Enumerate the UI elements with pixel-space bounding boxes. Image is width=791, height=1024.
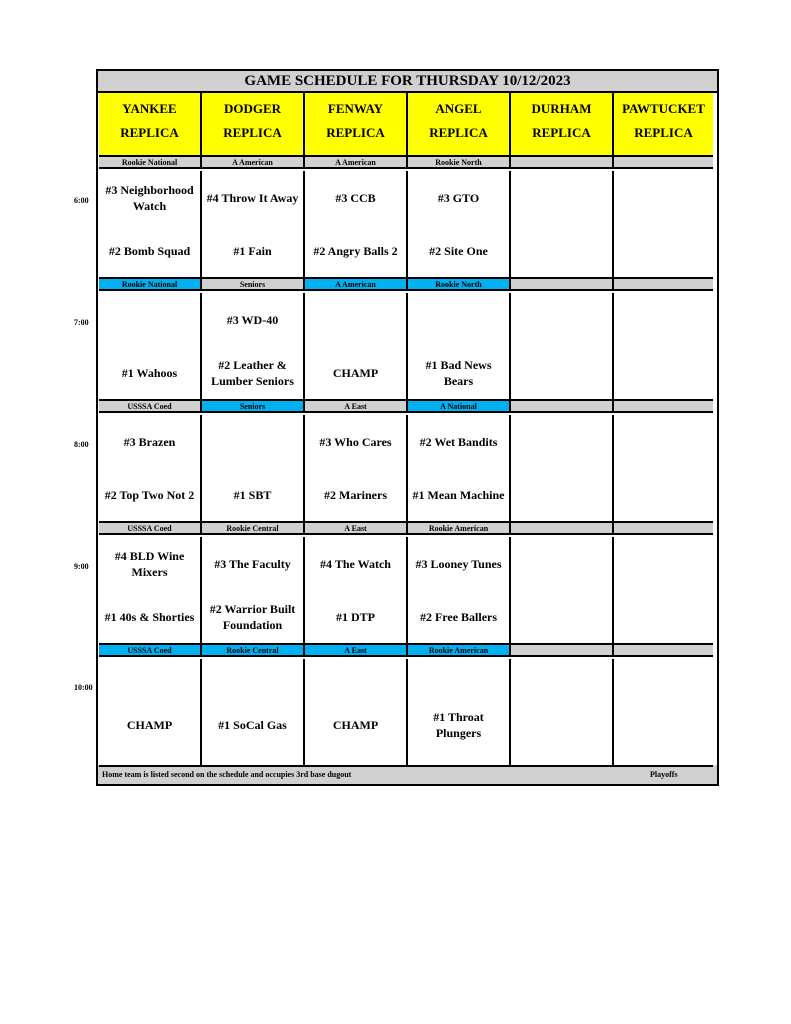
division-label <box>614 157 713 169</box>
field-name: ANGEL <box>435 101 482 116</box>
field-name: PAWTUCKET <box>622 101 705 116</box>
field-subtitle: REPLICA <box>223 125 282 140</box>
division-label: USSSA Coed <box>99 645 202 657</box>
game-cell <box>511 659 614 767</box>
game-cell <box>511 537 614 645</box>
field-header-angel <box>408 93 511 157</box>
division-label: USSSA Coed <box>99 523 202 535</box>
time-label: 9:00 <box>74 562 89 571</box>
division-label <box>511 279 614 291</box>
field-name: DURHAM <box>531 101 592 116</box>
division-label <box>614 401 713 413</box>
division-label: A East <box>305 523 408 535</box>
game-cell <box>305 659 408 767</box>
field-header-yankee <box>99 93 202 157</box>
game-cell <box>408 537 511 645</box>
footer-note: Home team is listed second on the schedule and occupies 3rd base dugout <box>102 770 352 779</box>
game-cell <box>99 659 202 767</box>
division-label: Rookie Central <box>202 645 305 657</box>
game-cell <box>99 537 202 645</box>
away-team: #3 WD-40 <box>226 313 279 327</box>
division-label <box>614 279 713 291</box>
division-label: A American <box>305 279 408 291</box>
game-cell <box>614 171 713 279</box>
game-cell <box>614 537 713 645</box>
home-team: #1 40s & Shorties <box>104 610 195 624</box>
field-subtitle: REPLICA <box>634 125 693 140</box>
division-label: Seniors <box>202 401 305 413</box>
division-label <box>511 401 614 413</box>
division-label: Rookie North <box>408 279 511 291</box>
away-team: #3 Who Cares <box>319 435 392 449</box>
division-label: Rookie Central <box>202 523 305 535</box>
home-team: #2 Warrior Built Foundation <box>209 602 296 632</box>
away-team: #4 Throw It Away <box>206 191 299 205</box>
game-cell <box>408 415 511 523</box>
playoffs-label: Playoffs <box>650 770 678 779</box>
field-header-dodger <box>202 93 305 157</box>
game-cell <box>305 293 408 401</box>
game-cell <box>202 293 305 401</box>
field-subtitle: REPLICA <box>120 125 179 140</box>
field-header-pawtucket <box>614 93 713 157</box>
time-label: 8:00 <box>74 440 89 449</box>
game-cell <box>202 171 305 279</box>
home-team: #2 Leather & Lumber Seniors <box>211 358 294 388</box>
game-cell <box>614 293 713 401</box>
schedule-table <box>96 69 719 786</box>
division-label <box>614 523 713 535</box>
field-subtitle: REPLICA <box>532 125 591 140</box>
away-team: #3 CCB <box>335 191 376 205</box>
field-subtitle: REPLICA <box>429 125 488 140</box>
game-cell <box>408 659 511 767</box>
division-label: A National <box>408 401 511 413</box>
division-label <box>511 645 614 657</box>
home-team: #1 Throat Plungers <box>433 710 484 740</box>
home-team: #1 Mean Machine <box>412 488 505 502</box>
game-cell <box>99 171 202 279</box>
game-cell <box>614 659 713 767</box>
division-label: Rookie American <box>408 523 511 535</box>
away-team: #4 BLD Wine Mixers <box>114 549 185 579</box>
division-label: Rookie North <box>408 157 511 169</box>
division-label: Rookie National <box>99 279 202 291</box>
division-label <box>511 523 614 535</box>
division-label: USSSA Coed <box>99 401 202 413</box>
game-cell <box>305 171 408 279</box>
game-cell <box>202 537 305 645</box>
time-label: 10:00 <box>74 683 93 692</box>
field-subtitle: REPLICA <box>326 125 385 140</box>
division-label: A American <box>202 157 305 169</box>
away-team: #3 GTO <box>437 191 480 205</box>
home-team: CHAMP <box>332 718 379 732</box>
division-label: A East <box>305 401 408 413</box>
home-team: #2 Angry Balls 2 <box>313 244 398 258</box>
division-label: Rookie National <box>99 157 202 169</box>
home-team: #2 Site One <box>429 244 488 258</box>
home-team: #2 Bomb Squad <box>108 244 191 258</box>
game-cell <box>408 293 511 401</box>
game-cell <box>408 171 511 279</box>
home-team: #1 Bad News Bears <box>425 358 492 388</box>
game-cell <box>99 293 202 401</box>
field-header-durham <box>511 93 614 157</box>
division-label: A American <box>305 157 408 169</box>
home-team: #2 Top Two Not 2 <box>104 488 195 502</box>
division-label <box>511 157 614 169</box>
home-team: #1 SBT <box>233 488 272 502</box>
away-team: #3 Neighborhood Watch <box>105 183 194 213</box>
away-team: #3 Looney Tunes <box>415 557 502 571</box>
game-cell <box>511 293 614 401</box>
game-cell <box>202 659 305 767</box>
home-team: CHAMP <box>332 366 379 380</box>
game-cell <box>305 537 408 645</box>
game-cell <box>614 415 713 523</box>
schedule-title: GAME SCHEDULE FOR THURSDAY 10/12/2023 <box>98 71 717 93</box>
game-cell <box>99 415 202 523</box>
division-label: A East <box>305 645 408 657</box>
division-label <box>614 645 713 657</box>
schedule-footer <box>98 765 717 784</box>
time-label: 6:00 <box>74 196 89 205</box>
home-team: #1 DTP <box>336 610 375 624</box>
away-team: #3 The Faculty <box>214 557 291 571</box>
game-cell <box>511 171 614 279</box>
field-name: YANKEE <box>122 101 177 116</box>
home-team: #2 Free Ballers <box>419 610 498 624</box>
division-label: Seniors <box>202 279 305 291</box>
away-team: #3 Brazen <box>123 435 176 449</box>
away-team: #4 The Watch <box>320 557 391 571</box>
home-team: #1 Wahoos <box>121 366 178 380</box>
game-cell <box>305 415 408 523</box>
home-team: #1 SoCal Gas <box>218 718 287 732</box>
home-team: #1 Fain <box>233 244 272 258</box>
game-cell <box>202 415 305 523</box>
time-label: 7:00 <box>74 318 89 327</box>
away-team: #2 Wet Bandits <box>419 435 498 449</box>
field-name: DODGER <box>223 101 282 116</box>
game-cell <box>511 415 614 523</box>
field-header-fenway <box>305 93 408 157</box>
division-label: Rookie American <box>408 645 511 657</box>
home-team: #2 Mariners <box>324 488 387 502</box>
home-team: CHAMP <box>126 718 173 732</box>
field-name: FENWAY <box>327 101 384 116</box>
